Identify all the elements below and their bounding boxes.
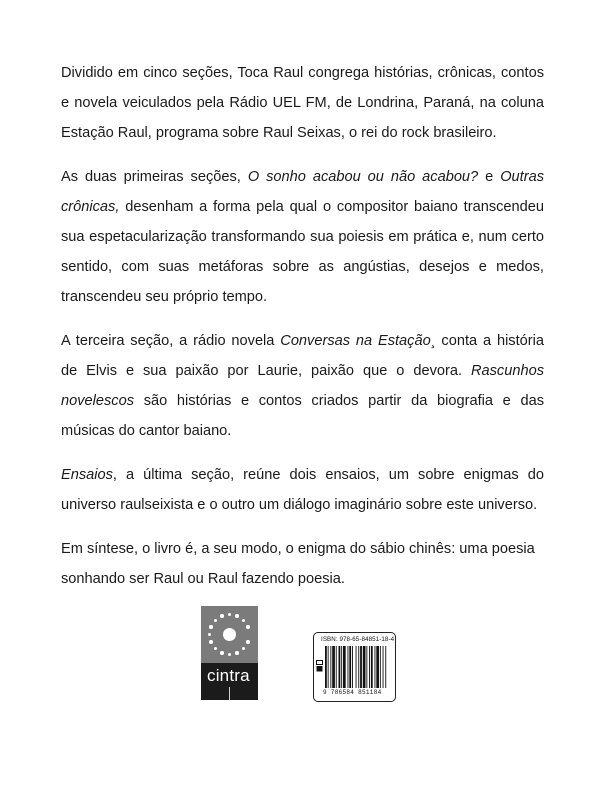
logo-dot bbox=[246, 625, 249, 628]
paragraph-text: e bbox=[478, 169, 501, 185]
paragraph-text: Em síntese, o livro é, a seu modo, o enigma do sábio chinês: uma poesia sonhando ser Raul ou Raul fazendo poesia. bbox=[61, 541, 535, 587]
barcode-bar bbox=[385, 646, 386, 688]
dotted-circle-icon bbox=[201, 606, 258, 663]
paragraph-text: A terceira seção, a rádio novela bbox=[61, 333, 281, 349]
barcode-icon bbox=[325, 646, 387, 688]
barcode-bar bbox=[358, 646, 359, 688]
paragraph-text: , a última seção, reúne dois ensaios, um sobre enigmas do universo raulseixista e o outro um diálogo imaginário sobre este universo. bbox=[61, 467, 544, 513]
italic-title: Conversas na Estação¸ bbox=[280, 333, 436, 349]
italic-title: Rascunhos novelescos bbox=[61, 363, 544, 409]
barcode-bar bbox=[356, 646, 357, 688]
logo-dot bbox=[220, 651, 223, 654]
italic-title: Ensaios bbox=[61, 467, 113, 483]
logo-dot bbox=[235, 614, 238, 617]
barcode-bar bbox=[339, 646, 341, 688]
italic-title: O sonho acabou ou não acabou? bbox=[247, 169, 479, 185]
barcode-digits: 9 786584 851184 bbox=[323, 689, 382, 696]
barcode-bar bbox=[341, 646, 342, 688]
barcode-bar bbox=[363, 646, 366, 688]
barcode-bar bbox=[343, 646, 346, 688]
barcode-bar bbox=[352, 646, 353, 688]
paragraph-1 bbox=[61, 58, 544, 148]
logo-stem bbox=[229, 687, 230, 700]
barcode-bar bbox=[380, 646, 381, 688]
barcode-bar bbox=[375, 646, 376, 688]
paragraph-5 bbox=[61, 534, 544, 594]
logo-dot bbox=[246, 640, 249, 643]
barcode-bar bbox=[349, 646, 351, 688]
logo-dot bbox=[209, 625, 212, 628]
paragraph-3 bbox=[61, 326, 544, 446]
barcode-bar bbox=[325, 646, 327, 688]
italic-title: Outras crônicas, bbox=[61, 169, 544, 215]
paragraph-text: As duas primeiras seções, bbox=[61, 169, 248, 185]
isbn-barcode bbox=[313, 632, 396, 702]
logo-dot bbox=[242, 619, 245, 622]
barcode-bar bbox=[369, 646, 370, 688]
logo-dot bbox=[228, 653, 231, 656]
logo-dot bbox=[214, 647, 217, 650]
paragraph-2 bbox=[61, 162, 544, 312]
logo-dot bbox=[209, 640, 212, 643]
logo-dot bbox=[235, 651, 238, 654]
book-symbol-icon bbox=[316, 660, 323, 672]
logo-dot bbox=[220, 614, 223, 617]
barcode-bar bbox=[328, 646, 329, 688]
paragraph-text: são histórias e contos criados partir da biografia e das músicas do cantor baiano. bbox=[61, 393, 544, 439]
barcode-bar bbox=[332, 646, 335, 688]
barcode-bar bbox=[330, 646, 331, 688]
barcode-bar bbox=[336, 646, 337, 688]
isbn-label: ISBN: 978-65-84851-18-4 bbox=[321, 636, 395, 643]
barcode-bar bbox=[348, 646, 349, 688]
paragraph-text: conta a história de Elvis e sua paixão por Laurie, paixão que o devora. bbox=[61, 333, 544, 379]
publisher-name-block bbox=[201, 663, 258, 700]
paragraph-text: Dividido em cinco seções, Toca Raul congrega histórias, crônicas, contos e novela veiculados pela Rádio UEL FM, de Londrina, Paraná, na coluna Estação Raul, programa sobre Raul Seixas, o rei do rock brasileiro. bbox=[61, 65, 544, 141]
paragraph-4 bbox=[61, 460, 544, 520]
barcode-bar bbox=[383, 646, 384, 688]
barcode-bar bbox=[366, 646, 367, 688]
publisher-name: cintra bbox=[207, 666, 250, 685]
barcode-bar bbox=[371, 646, 373, 688]
publisher-logo bbox=[201, 606, 258, 700]
logo-dot bbox=[242, 647, 245, 650]
back-cover-text bbox=[61, 58, 544, 608]
logo-dot bbox=[208, 633, 211, 636]
barcode-bar bbox=[376, 646, 379, 688]
barcode-bar bbox=[360, 646, 362, 688]
logo-dot bbox=[228, 613, 231, 616]
logo-dot bbox=[214, 619, 217, 622]
paragraph-text: desenham a forma pela qual o compositor baiano transcendeu sua espetacularização transformando sua poiesis em prática e, num certo sentido, com suas metáforas sobre as angústias, desejos e medos, transcendeu seu próprio tempo. bbox=[61, 199, 544, 305]
